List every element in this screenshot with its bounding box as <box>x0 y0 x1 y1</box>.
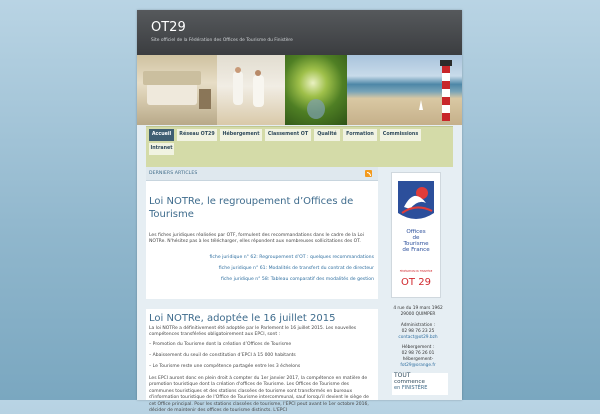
banner-nature-image <box>285 55 347 125</box>
post-link[interactable]: fiche juridique n° 58: Tableau comparatif des modalités de gestion <box>220 277 374 282</box>
post-title[interactable]: Loi NOTRe, le regroupement d’Offices de Tourisme <box>149 196 354 220</box>
banner-walkers-image <box>217 55 285 125</box>
header-banner <box>137 55 462 125</box>
post-excerpt: Les fiches juridiques réalisées par OTF, formulent des recommandations dans le cadre de la Loi NOTRe. N'hésitez pas à les télécharger, elles répondent aux nombreuses sollicitations des OT. <box>149 233 364 245</box>
banner-bedroom-image <box>137 55 217 125</box>
post-link[interactable]: fiche juridique n° 62: Regroupement d’OT : quelques recommandations <box>209 255 374 260</box>
hebergement-label2: hébergement- <box>402 357 434 362</box>
hebergement-label: Hébergement : <box>401 345 435 350</box>
hebergement-phone: 02 98 76 26 01 <box>401 351 435 356</box>
banner-seaside-image <box>347 55 462 125</box>
nav-item-commissions[interactable]: Commissions <box>380 129 421 141</box>
post-paragraph: – Promotion du Tourisme dont la création d’Offices de Tourisme <box>149 342 292 347</box>
post-paragraph: Les EPCI auront donc en plein droit à compter du 1er janvier 2017, la compétence en matière de promotion touristique dont la création d'offices de Tourisme. Les Offices de Tourisme des communes touristiques et des stations classées de tourisme sont transformés en bureaux d'information touristique de l'Office de Tourisme intercommunal, sauf lorsqu'il devient le siège de cet Office principal. Pour les stations classées de tourisme, l'EPCI peut avant le 1er octobre 2016, décider de maintenir des offices de tourisme distincts. L'EPCI <box>149 376 369 414</box>
recent-posts-label: DERNIERS ARTICLES <box>149 171 198 176</box>
logo-text-line: Tourisme <box>403 241 429 247</box>
address-line: 29000 QUIMPER <box>400 312 436 317</box>
site-title[interactable]: OT29 <box>151 20 186 35</box>
nav-item-formation[interactable]: Formation <box>343 129 377 141</box>
post-divider <box>146 299 378 309</box>
nav-item-qualite[interactable]: Qualité <box>314 129 340 141</box>
logo-text-line: de France <box>402 247 430 253</box>
nav-item-intranet[interactable]: Intranet <box>149 143 174 155</box>
admin-email-link[interactable]: contact@ot29.bzh <box>398 335 438 340</box>
tc-line: en FINISTÈRE <box>394 385 428 391</box>
site-description: Site officiel de la Fédération des Offices de Tourisme du Finistère <box>151 38 293 43</box>
logo-text-line: Offices <box>406 229 426 235</box>
offices-de-tourisme-logo[interactable] <box>391 172 441 298</box>
rss-icon[interactable] <box>365 170 372 177</box>
post-paragraph: La loi NOTRe a définitivement été adoptée par le Parlement le 16 juillet 2015. Les nouvelles compétences transférées obligatoirement aux EPCI, sont : <box>149 326 357 338</box>
address-line: 4 rue du 19 mars 1962 <box>393 306 443 311</box>
post-paragraph: – Le Tourisme reste une compétence partagée entre les 3 échelons <box>149 364 301 369</box>
post-link[interactable]: fiche juridique n° 61: Modalités de transfert du contrat de directeur <box>218 266 374 271</box>
logo-subtitle: FÉDÉRATION DU FINISTÈRE <box>399 270 433 273</box>
tc-line: TOUT <box>394 372 411 379</box>
recent-posts-bar <box>146 167 378 181</box>
main-navigation <box>146 126 453 167</box>
logo-text-line: de <box>412 235 420 241</box>
post-title[interactable]: Loi NOTRe, adoptée le 16 juillet 2015 <box>149 313 336 324</box>
nav-item-reseau-ot29[interactable]: Réseau OT29 <box>177 129 217 141</box>
admin-phone: 02 98 76 23 25 <box>401 329 435 334</box>
nav-item-accueil[interactable]: Accueil <box>149 129 174 141</box>
nav-item-hebergement[interactable]: Hébergement <box>220 129 262 141</box>
page <box>137 10 462 414</box>
logo-code: OT 29 <box>401 277 431 288</box>
site-header <box>137 10 462 55</box>
post-paragraph: – Abaissement du seuil de constitution d’EPCI à 15 000 habitants <box>149 353 296 358</box>
hebergement-email-link[interactable]: fot29@orange.fr <box>400 363 436 368</box>
tout-commence-en-finistere-logo[interactable] <box>392 373 448 395</box>
sidebar <box>382 167 454 400</box>
admin-label: Administration : <box>400 323 436 328</box>
main-content <box>146 167 378 414</box>
nav-item-classement-ot[interactable]: Classement OT <box>265 129 311 141</box>
tc-line: commence <box>394 379 425 385</box>
